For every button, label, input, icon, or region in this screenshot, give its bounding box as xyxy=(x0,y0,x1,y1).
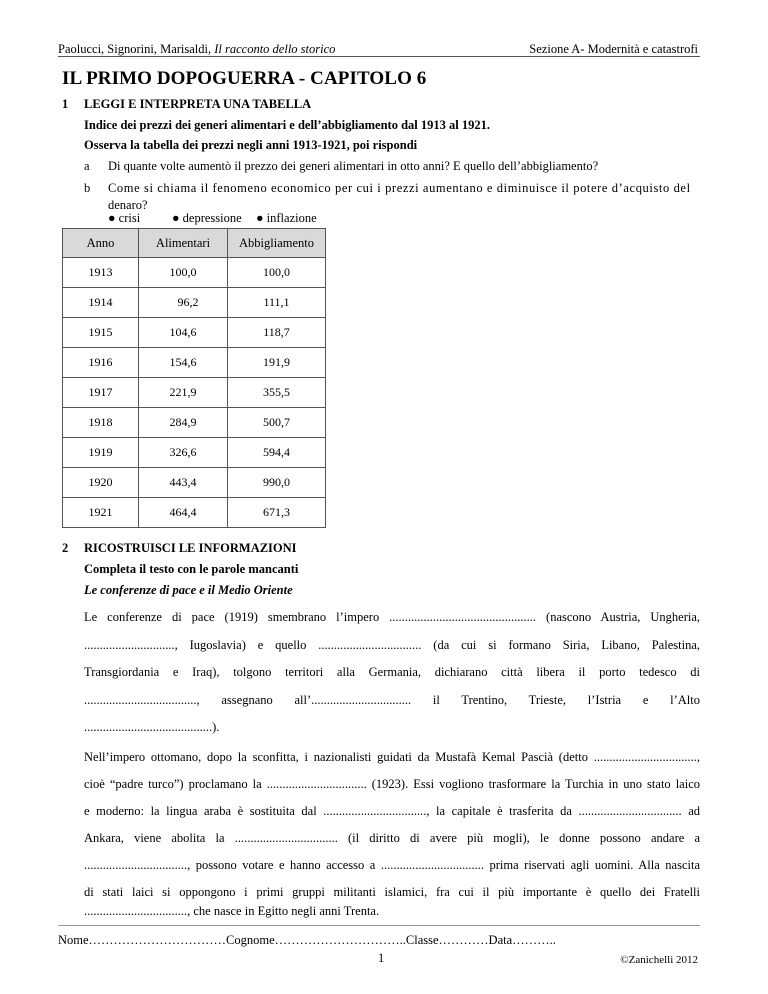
fill-paragraph-1-line: ............................., Iugoslavia) e quello ................................. (da cui si formano Siria, Libano, Palestina, xyxy=(84,638,700,652)
copyright: ©Zanichelli 2012 xyxy=(620,954,698,966)
cell-abbigliamento: 111,1 xyxy=(228,288,326,318)
cell-abbigliamento: 191,9 xyxy=(228,348,326,378)
section2-number: 2 xyxy=(62,541,69,555)
header-authors-text: Paolucci, Signorini, Marisaldi, xyxy=(58,42,215,56)
cell-alimentari: 326,6 xyxy=(139,438,228,468)
cell-alimentari: 443,4 xyxy=(139,468,228,498)
cell-year: 1918 xyxy=(63,408,139,438)
cell-year: 1921 xyxy=(63,498,139,528)
section2-instruction: Completa il testo con le parole mancanti xyxy=(84,562,299,576)
col-header-abbigliamento: Abbigliamento xyxy=(228,229,326,258)
table-row xyxy=(63,348,326,378)
page-number: 1 xyxy=(378,951,385,965)
fill-paragraph-2-line: ................................., possono votare e hanno accesso a ................................. prima riservati agli uomini. Alla nascita xyxy=(84,858,700,872)
fill-paragraph-2-line: di stati laici si oppongono i primi gruppi militanti islamici, fra cui il più importante è quello dei Fratelli xyxy=(84,885,700,899)
table-row xyxy=(63,408,326,438)
cell-alimentari: 104,6 xyxy=(139,318,228,348)
table-header-row xyxy=(63,229,326,258)
section2-heading: RICOSTRUISCI LE INFORMAZIONI xyxy=(84,541,297,555)
header-divider xyxy=(58,56,700,57)
table-row xyxy=(63,438,326,468)
header-section: Sezione A- Modernità e catastrofi xyxy=(529,42,698,56)
section1-subtitle: Indice dei prezzi dei generi alimentari e dell’abbigliamento dal 1913 al 1921. xyxy=(84,118,490,132)
section2-subtitle: Le conferenze di pace e il Medio Oriente xyxy=(84,583,293,597)
section1-instruction: Osserva la tabella dei prezzi negli anni 1913-1921, poi rispondi xyxy=(84,138,418,152)
table-row xyxy=(63,288,326,318)
cell-year: 1914 xyxy=(63,288,139,318)
cell-abbigliamento: 500,7 xyxy=(228,408,326,438)
fill-paragraph-2-line: Nell’impero ottomano, dopo la sconfitta, i nazionalisti guidati da Mustafà Kemal Pascià (detto ................................., xyxy=(84,750,700,764)
cell-year: 1916 xyxy=(63,348,139,378)
footer-fields: Nome……………………………Cognome…………………………..Classe…………Data……….. xyxy=(58,933,556,947)
cell-abbigliamento: 355,5 xyxy=(228,378,326,408)
fill-paragraph-2-line: e moderno: la lingua araba è sostituita dal ................................., la capitale è trasferita da ................................. ad xyxy=(84,804,700,818)
cell-alimentari: 154,6 xyxy=(139,348,228,378)
option-inflazione: ● inflazione xyxy=(256,211,317,225)
table-row xyxy=(63,378,326,408)
cell-year: 1920 xyxy=(63,468,139,498)
question-b-line1 xyxy=(108,181,700,196)
question-a: Di quante volte aumentò il prezzo dei generi alimentari in otto anni? E quello dell’abbigliamento? xyxy=(108,159,599,173)
table-row xyxy=(63,318,326,348)
question-b-line1-text: Come si chiama il fenomeno economico per cui i prezzi aumentano e diminuisce il potere d’acquisto del xyxy=(108,181,691,195)
cell-abbigliamento: 671,3 xyxy=(228,498,326,528)
page-title: IL PRIMO DOPOGUERRA - CAPITOLO 6 xyxy=(62,68,427,89)
fill-paragraph-1-line: Le conferenze di pace (1919) smembrano l’impero ............................................... (nascono Austria, Ungheria, xyxy=(84,610,700,624)
cell-alimentari: 464,4 xyxy=(139,498,228,528)
option-crisi: ● crisi xyxy=(108,211,141,225)
table-row xyxy=(63,498,326,528)
header-authors xyxy=(58,42,335,57)
cell-year: 1917 xyxy=(63,378,139,408)
cell-abbigliamento: 594,4 xyxy=(228,438,326,468)
cell-alimentari: 100,0 xyxy=(139,258,228,288)
cell-alimentari: 96,2 xyxy=(139,288,228,318)
fill-paragraph-2-line: cioè “padre turco”) proclamano la ................................ (1923). Essi vogliono trasformare la Turchia in uno stato laico xyxy=(84,777,700,791)
col-header-anno: Anno xyxy=(63,229,139,258)
section1-heading: LEGGI E INTERPRETA UNA TABELLA xyxy=(84,97,312,111)
footer-divider xyxy=(58,925,700,926)
table-row xyxy=(63,258,326,288)
cell-abbigliamento: 100,0 xyxy=(228,258,326,288)
question-b-line2: denaro? xyxy=(108,198,148,212)
fill-paragraph-1-line: ...................................., assegnano all’................................ il Trentino, Trieste, l’Istria e l’Alto xyxy=(84,693,700,707)
cell-alimentari: 221,9 xyxy=(139,378,228,408)
col-header-alimentari: Alimentari xyxy=(139,229,228,258)
cell-abbigliamento: 990,0 xyxy=(228,468,326,498)
question-b-letter: b xyxy=(84,181,91,195)
fill-paragraph-1-line: .........................................). xyxy=(84,720,220,734)
question-a-letter: a xyxy=(84,159,90,173)
header-book-title: Il racconto dello storico xyxy=(214,42,336,56)
fill-paragraph-2-line: ................................., che nasce in Egitto negli anni Trenta. xyxy=(84,904,380,918)
cell-year: 1919 xyxy=(63,438,139,468)
fill-paragraph-1-line: Transgiordania e Iraq), tolgono territori alla Germania, dichiarano città libera il porto tedesco di xyxy=(84,665,700,679)
fill-paragraph-2-line: Ankara, viene abolita la ................................. (il diritto di avere più mogli), le donne possono andare a xyxy=(84,831,700,845)
prices-table xyxy=(62,228,326,528)
table-row xyxy=(63,468,326,498)
option-depressione: ● depressione xyxy=(172,211,242,225)
cell-year: 1913 xyxy=(63,258,139,288)
cell-year: 1915 xyxy=(63,318,139,348)
section1-number: 1 xyxy=(62,97,69,111)
cell-alimentari: 284,9 xyxy=(139,408,228,438)
cell-abbigliamento: 118,7 xyxy=(228,318,326,348)
